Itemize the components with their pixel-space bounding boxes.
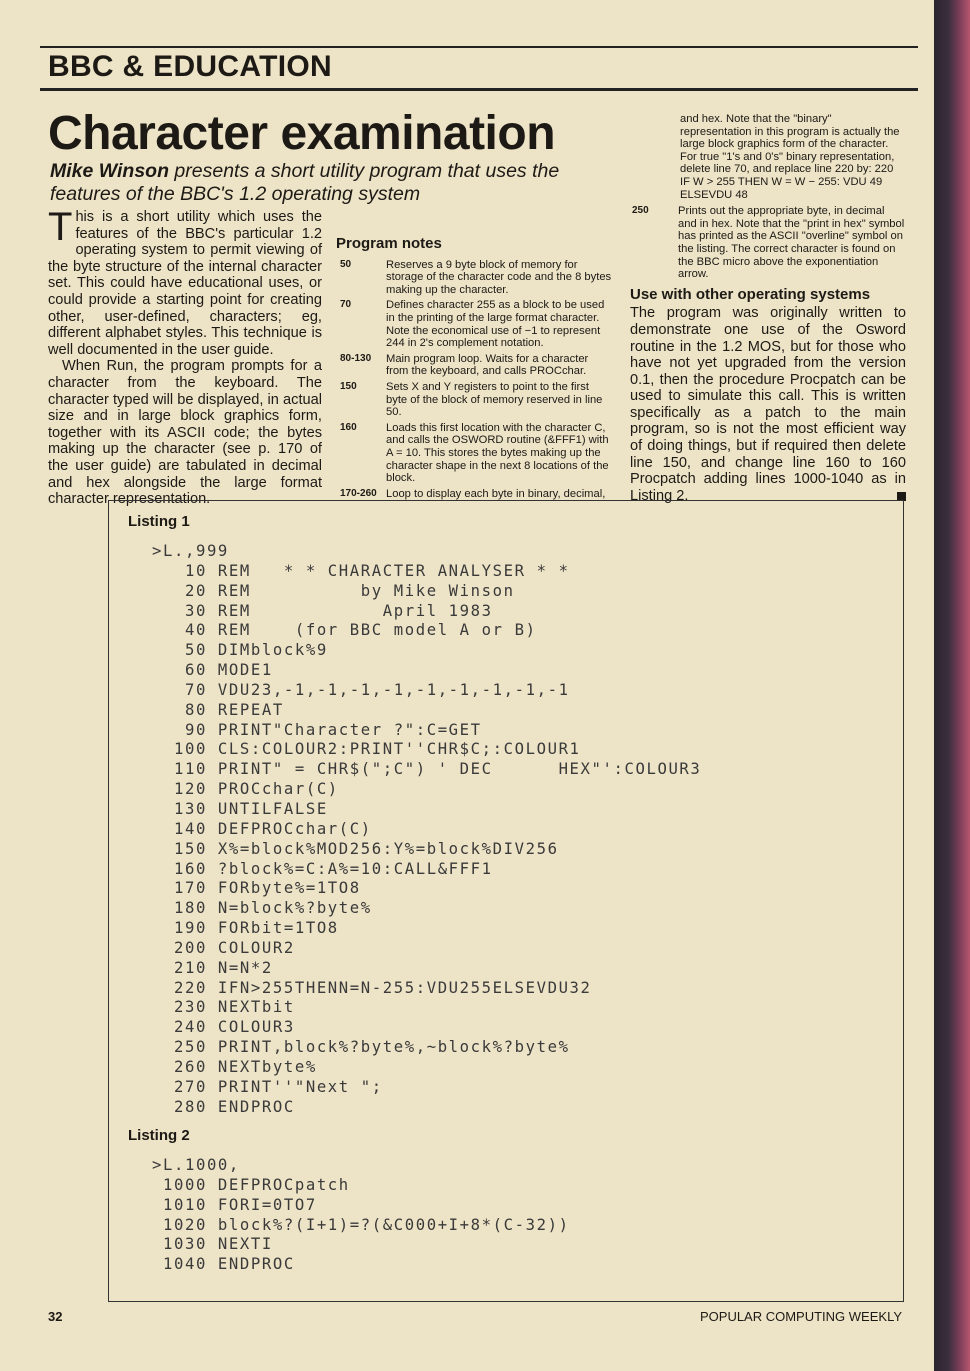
page-spine <box>934 0 970 1371</box>
listing-2-code <box>152 1156 570 1275</box>
program-note-line: 170-260 <box>340 487 377 499</box>
other-os-heading: Use with other operating systems <box>630 285 871 303</box>
code-line: 1040 ENDPROC <box>152 1255 295 1274</box>
header-rule-bottom <box>40 88 918 91</box>
listing-1-code <box>152 542 701 1117</box>
program-note-line: 70 <box>340 299 352 311</box>
code-line: >L.,999 <box>152 542 229 560</box>
program-note-line: 250 <box>632 205 649 217</box>
code-line: 110 PRINT" = CHR$(";C") ' DEC HEX"':COLOUR3 <box>152 760 702 779</box>
code-line: 210 N=N*2 <box>152 958 273 977</box>
standfirst-text: presents a short utility program that uses the features of the BBC's 1.2 operating system <box>50 160 560 205</box>
program-note-line: 150 <box>340 380 357 392</box>
column-3 <box>628 113 906 504</box>
listing-2-label: Listing 2 <box>128 1127 190 1144</box>
code-line: 20 REM by Mike Winson <box>152 581 515 600</box>
code-line: 230 NEXTbit <box>152 998 295 1017</box>
standfirst <box>50 160 570 206</box>
code-line: 220 IFN>255THENN=N-255:VDU255ELSEVDU32 <box>152 978 592 997</box>
program-note <box>628 113 906 201</box>
program-note-line: 50 <box>340 258 352 270</box>
code-line: 190 FORbit=1TO8 <box>152 919 339 938</box>
program-notes-list <box>336 259 612 501</box>
code-line: 240 COLOUR3 <box>152 1018 295 1037</box>
program-note-text: Defines character 255 as a block to be used in the printing of the large format character. Note the economical use of −1 to represent 244 in 2's complement notation. <box>386 299 605 350</box>
program-note-text: Reserves a 9 byte block of memory for storage of the character code and the 8 bytes making up the character. <box>386 258 612 296</box>
code-line: 10 REM * * CHARACTER ANALYSER * * <box>152 561 570 580</box>
code-line: 30 REM April 1983 <box>152 601 493 620</box>
code-line: 260 NEXTbyte% <box>152 1057 317 1076</box>
code-line: 1030 NEXTI <box>152 1235 273 1254</box>
program-notes <box>336 236 612 503</box>
code-line: 180 N=block%?byte% <box>152 899 372 918</box>
code-line: 130 UNTILFALSE <box>152 799 328 818</box>
paragraph-run: When Run, the program prompts for a character from the keyboard. The character typed will be displayed, in actual size and in large block graphics form, together with its ASCII code; the bytes making up the character (see p. 170 of the user guide) are tabulated in decimal and hex alongside the large format character representation. <box>48 358 322 508</box>
code-line: 170 FORbyte%=1TO8 <box>152 879 361 898</box>
program-note-text: Loop to display each byte in binary, decimal, <box>386 487 606 500</box>
code-line: 120 PROCchar(C) <box>152 780 339 799</box>
program-note-text: Main program loop. Waits for a character from the keyboard, and calls PROCchar. <box>386 352 589 378</box>
other-os-text: The program was originally written to demonstrate one use of the Osword routine in the 1.2 MOS, but for those who have not yet upgraded from the version 0.1, then the procedure Procpatch can be used to simulate this call. This is written specifically as a patch to the main program, so is not the most efficient way of doing things, but if required then delete line 150, and change line 160 to 160 Procpatch adding lines 1000-1040 as in Listing 2. <box>630 305 906 504</box>
program-note-line <box>628 113 680 201</box>
code-line: 100 CLS:COLOUR2:PRINT''CHR$C;:COLOUR1 <box>152 740 581 759</box>
program-note <box>336 381 612 419</box>
code-line: 1020 block%?(I+1)=?(&C000+I+8*(C-32)) <box>152 1215 570 1234</box>
program-notes-heading: Program notes <box>336 235 442 252</box>
program-note <box>336 422 612 485</box>
code-line: 60 MODE1 <box>152 661 273 680</box>
program-note-text: Sets X and Y registers to point to the first byte of the block of memory reserved in line 50. <box>386 380 603 419</box>
program-note-text: Prints out the appropriate byte, in decimal and in hex. Note that the "print in hex" symbol has printed as the ASCII "overline" symbol on the listing. The correct character is found on the BBC micro above the exponentiation arrow. <box>678 205 905 281</box>
header-rule-top <box>40 46 918 48</box>
code-line: 270 PRINT''"Next "; <box>152 1077 383 1096</box>
article-title: Character examination <box>48 107 556 160</box>
code-line: 90 PRINT"Character ?":C=GET <box>152 720 482 739</box>
code-line: 1000 DEFPROCpatch <box>152 1175 350 1194</box>
program-note-line: 80-130 <box>340 352 372 364</box>
listing-1-label: Listing 1 <box>128 513 190 530</box>
code-line: 50 DIMblock%9 <box>152 641 328 660</box>
program-note-text: Loads this first location with the character C, and calls the OSWORD routine (&FFF1) with A = 10. This stores the bytes making up the character shape in the next 8 locations of the block. <box>386 421 609 485</box>
standfirst-author: Mike Winson <box>50 160 169 182</box>
program-note <box>336 488 612 501</box>
program-note-text: and hex. Note that the "binary" representation in this program is actually the large block graphics form of the character. For true "1's and 0's" binary representation, delete line 70, and replace line 220 by: 220 IF W > 255 THEN W = W − 255: VDU 49 ELSEVDU 48 <box>680 113 900 201</box>
code-line: 250 PRINT,block%?byte%,~block%?byte% <box>152 1038 570 1057</box>
paragraph-intro: This is a short utility which uses the features of the BBC's particular 1.2 operating system to permit viewing of the byte structure of the internal character set. This could have educational uses, or could provide a starting point for creating other, user-defined, characters; eg, different alphabet styles. This technique is well documented in the user guide. <box>48 205 322 358</box>
page-number: 32 <box>48 1309 63 1324</box>
code-line: >L.1000, <box>152 1156 240 1174</box>
code-line: 80 REPEAT <box>152 700 284 719</box>
code-line: 160 ?block%=C:A%=10:CALL&FFF1 <box>152 859 493 878</box>
code-line: 200 COLOUR2 <box>152 938 295 957</box>
program-note <box>336 353 612 378</box>
program-note <box>336 259 612 297</box>
code-line: 40 REM (for BBC model A or B) <box>152 621 537 640</box>
code-line: 70 VDU23,-1,-1,-1,-1,-1,-1,-1,-1,-1 <box>152 680 570 699</box>
code-line: 280 ENDPROC <box>152 1097 295 1116</box>
publication-name: POPULAR COMPUTING WEEKLY <box>699 1309 902 1324</box>
code-line: 1010 FORI=0TO7 <box>152 1195 317 1214</box>
program-note <box>336 299 612 349</box>
program-notes-continued <box>628 113 906 281</box>
program-note <box>628 205 906 281</box>
section-header: BBC & EDUCATION <box>48 50 332 83</box>
code-line: 140 DEFPROCchar(C) <box>152 819 372 838</box>
column-1 <box>48 205 322 508</box>
program-note-line: 160 <box>340 421 357 433</box>
drop-cap: T <box>48 205 73 249</box>
code-line: 150 X%=block%MOD256:Y%=block%DIV256 <box>152 839 559 858</box>
